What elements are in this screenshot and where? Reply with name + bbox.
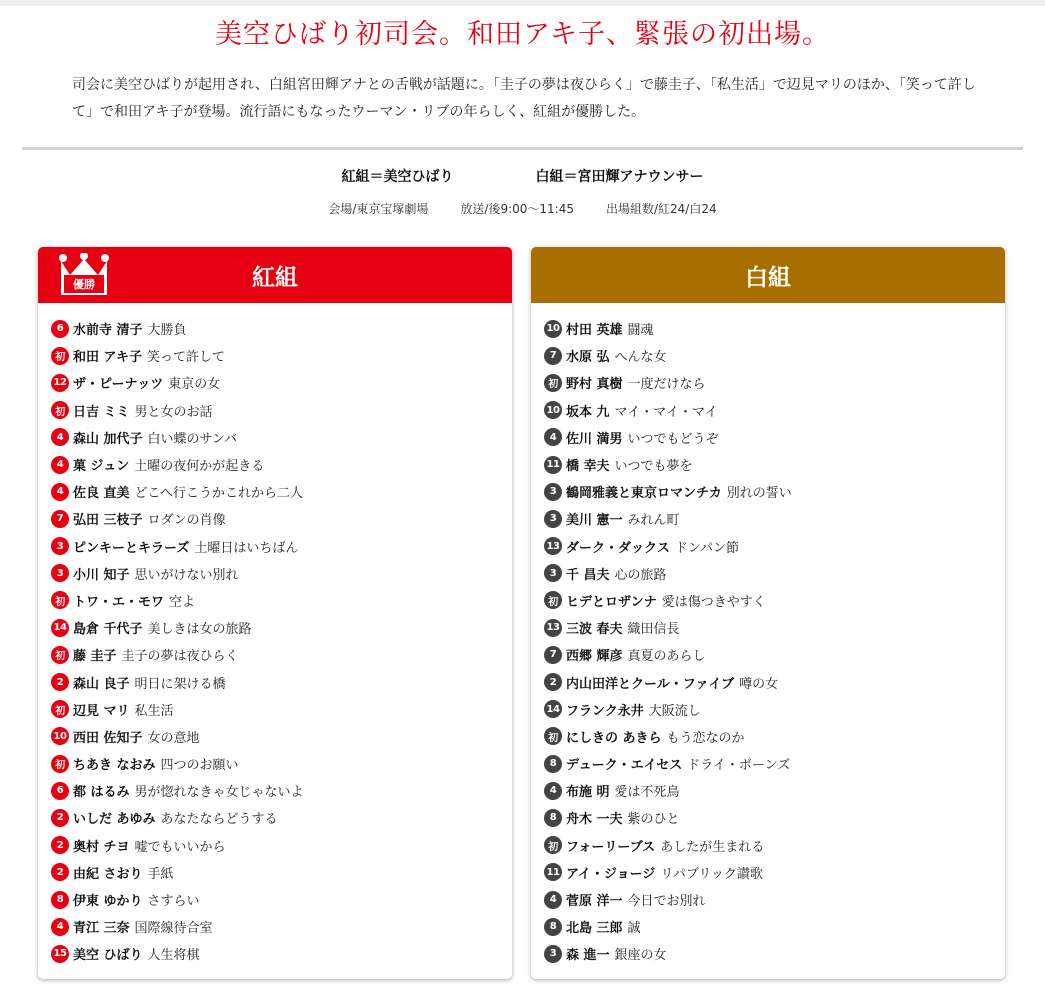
song-title: 人生将棋 bbox=[147, 948, 200, 964]
meta-row bbox=[0, 200, 1045, 217]
white-team-title: 白組 bbox=[745, 263, 791, 291]
artist-name: 西田 佐知子 bbox=[73, 730, 143, 746]
song-title: 銀座の女 bbox=[614, 948, 667, 964]
list-item bbox=[531, 614, 1005, 641]
appearance-count-badge: 7 bbox=[544, 646, 562, 664]
list-item bbox=[531, 886, 1005, 913]
list-item bbox=[531, 668, 1005, 695]
appearance-count-badge: 初 bbox=[544, 836, 562, 854]
appearance-count-badge: 4 bbox=[544, 428, 562, 446]
artist-name: 坂本 九 bbox=[566, 404, 610, 420]
appearance-count-badge: 11 bbox=[544, 456, 562, 474]
appearance-count-badge: 10 bbox=[544, 401, 562, 419]
list-item bbox=[38, 859, 512, 886]
list-item bbox=[531, 451, 1005, 478]
red-team-title: 紅組 bbox=[252, 263, 298, 291]
broadcast-text: 放送/後9:00～11:45 bbox=[460, 202, 574, 216]
appearance-count-badge: 8 bbox=[51, 891, 69, 909]
artist-name: フォーリーブス bbox=[566, 839, 656, 855]
artist-name: 美空 ひばり bbox=[73, 948, 143, 964]
artist-name: 鶴岡雅義と東京ロマンチカ bbox=[566, 486, 722, 502]
artist-name: いしだ あゆみ bbox=[73, 812, 156, 828]
appearance-count-badge: 3 bbox=[544, 483, 562, 501]
list-item bbox=[38, 560, 512, 587]
artist-name: 橋 幸夫 bbox=[566, 459, 610, 475]
list-item bbox=[531, 424, 1005, 451]
appearance-count-badge: 3 bbox=[544, 945, 562, 963]
list-item bbox=[38, 342, 512, 369]
song-title: もう恋なのか bbox=[666, 730, 745, 746]
appearance-count-badge: 11 bbox=[544, 863, 562, 881]
appearance-count-badge: 8 bbox=[544, 755, 562, 773]
song-title: 思いがけない別れ bbox=[134, 567, 239, 583]
list-item bbox=[531, 587, 1005, 614]
artist-name: 青江 三奈 bbox=[73, 921, 130, 937]
song-title: 嘘でもいいから bbox=[134, 839, 226, 855]
song-title: 男と女のお話 bbox=[134, 404, 213, 420]
appearance-count-badge: 3 bbox=[544, 564, 562, 582]
artist-name: 藤 圭子 bbox=[73, 649, 117, 665]
artist-name: 三波 春夫 bbox=[566, 622, 623, 638]
artist-name: フランク永井 bbox=[566, 703, 644, 719]
song-title: 土曜日はいちばん bbox=[194, 540, 299, 556]
appearance-count-badge: 6 bbox=[51, 320, 69, 338]
song-title: へんな女 bbox=[614, 350, 667, 366]
winner-label: 優勝 bbox=[73, 278, 95, 291]
artist-name: 菓 ジュン bbox=[73, 459, 130, 475]
song-title: 白い蝶のサンバ bbox=[147, 431, 237, 447]
song-title: いつでもどうぞ bbox=[627, 431, 719, 447]
appearance-count-badge: 初 bbox=[544, 727, 562, 745]
artist-name: 森山 加代子 bbox=[73, 431, 143, 447]
appearance-count-badge: 8 bbox=[544, 809, 562, 827]
appearance-count-badge: 12 bbox=[51, 374, 69, 392]
appearance-count-badge: 初 bbox=[544, 374, 562, 392]
song-title: 私生活 bbox=[134, 703, 174, 719]
list-item bbox=[531, 505, 1005, 532]
song-title: 一度だけなら bbox=[627, 377, 706, 393]
appearance-count-badge: 3 bbox=[544, 510, 562, 528]
list-item bbox=[531, 397, 1005, 424]
list-item bbox=[38, 641, 512, 668]
appearance-count-badge: 初 bbox=[51, 755, 69, 773]
artist-name: ピンキーとキラーズ bbox=[73, 540, 190, 556]
appearance-count-badge: 初 bbox=[51, 401, 69, 419]
artist-name: ザ・ピーナッツ bbox=[73, 377, 164, 393]
appearance-count-badge: 14 bbox=[544, 700, 562, 718]
list-item bbox=[38, 832, 512, 859]
top-bar bbox=[0, 0, 1045, 6]
artist-name: 佐良 直美 bbox=[73, 486, 130, 502]
appearance-count-badge: 2 bbox=[544, 673, 562, 691]
song-title: 愛は不死鳥 bbox=[614, 785, 680, 801]
song-title: 大勝負 bbox=[147, 323, 187, 339]
appearance-count-badge: 4 bbox=[544, 782, 562, 800]
song-title: 紫のひと bbox=[627, 812, 680, 828]
artist-name: 辺見 マリ bbox=[73, 703, 130, 719]
appearance-count-badge: 初 bbox=[51, 646, 69, 664]
song-title: 四つのお願い bbox=[160, 758, 239, 774]
artist-name: 島倉 千代子 bbox=[73, 622, 143, 638]
artist-name: 布施 明 bbox=[566, 785, 610, 801]
page-title: 美空ひばり初司会。和田アキ子、緊張の初出場。 bbox=[215, 19, 830, 50]
appearance-count-badge: 初 bbox=[51, 347, 69, 365]
appearance-count-badge: 14 bbox=[51, 619, 69, 637]
song-title: 手紙 bbox=[147, 866, 174, 882]
song-title: さすらい bbox=[147, 894, 200, 910]
list-item bbox=[531, 560, 1005, 587]
song-title: あなたならどうする bbox=[160, 812, 278, 828]
list-item bbox=[531, 940, 1005, 967]
song-title: 真夏のあらし bbox=[627, 649, 706, 665]
artist-name: ダーク・ダックス bbox=[566, 540, 670, 556]
list-item bbox=[38, 804, 512, 831]
song-title: どこへ行こうかこれから二人 bbox=[134, 486, 304, 502]
hosts-row bbox=[0, 166, 1045, 186]
artist-name: 菅原 洋一 bbox=[566, 894, 623, 910]
song-title: 闘魂 bbox=[627, 323, 654, 339]
artist-name: デューク・エイセス bbox=[566, 758, 683, 774]
list-item bbox=[38, 369, 512, 396]
song-title: みれん町 bbox=[627, 513, 680, 529]
song-title: リパブリック讃歌 bbox=[660, 866, 763, 882]
venue-text: 会場/東京宝塚劇場 bbox=[328, 202, 429, 216]
list-item bbox=[38, 750, 512, 777]
artist-name: 伊東 ゆかり bbox=[73, 894, 143, 910]
artist-name: 奥村 チヨ bbox=[73, 839, 130, 855]
list-item bbox=[38, 696, 512, 723]
appearance-count-badge: 4 bbox=[544, 891, 562, 909]
appearance-count-badge: 4 bbox=[51, 483, 69, 501]
count-text: 出場組数/紅24/白24 bbox=[605, 202, 717, 216]
list-item bbox=[531, 777, 1005, 804]
list-item bbox=[531, 696, 1005, 723]
song-title: ロダンの肖像 bbox=[147, 513, 226, 529]
appearance-count-badge: 2 bbox=[51, 836, 69, 854]
appearance-count-badge: 10 bbox=[544, 320, 562, 338]
red-host: 紅組＝美空ひばり bbox=[341, 169, 454, 185]
artist-name: 和田 アキ子 bbox=[73, 350, 143, 366]
white-team-panel bbox=[531, 247, 1005, 979]
list-item bbox=[38, 451, 512, 478]
appearance-count-badge: 10 bbox=[51, 727, 69, 745]
appearance-count-badge: 初 bbox=[544, 591, 562, 609]
artist-name: ちあき なおみ bbox=[73, 758, 156, 774]
song-title: 噂の女 bbox=[739, 676, 779, 692]
artist-name: 美川 憲一 bbox=[566, 513, 623, 529]
artist-name: 村田 英雄 bbox=[566, 323, 623, 339]
appearance-count-badge: 15 bbox=[51, 945, 69, 963]
list-item bbox=[531, 913, 1005, 940]
list-item bbox=[531, 369, 1005, 396]
artist-name: 森山 良子 bbox=[73, 676, 130, 692]
artist-name: 内山田洋とクール・ファイブ bbox=[566, 676, 735, 692]
appearance-count-badge: 2 bbox=[51, 863, 69, 881]
list-item bbox=[38, 587, 512, 614]
artist-name: 舟木 一夫 bbox=[566, 812, 623, 828]
song-title: 今日でお別れ bbox=[627, 894, 706, 910]
artist-name: トワ・エ・モワ bbox=[73, 594, 165, 610]
song-title: 美しきは女の旅路 bbox=[147, 622, 252, 638]
red-team-header bbox=[38, 247, 512, 303]
appearance-count-badge: 初 bbox=[51, 700, 69, 718]
artist-name: 佐川 満男 bbox=[566, 431, 623, 447]
song-title: 織田信長 bbox=[627, 622, 680, 638]
appearance-count-badge: 2 bbox=[51, 809, 69, 827]
list-item bbox=[531, 804, 1005, 831]
song-title: 東京の女 bbox=[168, 377, 221, 393]
artist-name: 弘田 三枝子 bbox=[73, 513, 143, 529]
appearance-count-badge: 初 bbox=[51, 591, 69, 609]
list-item bbox=[38, 533, 512, 560]
list-item bbox=[531, 750, 1005, 777]
artist-name: アイ・ジョージ bbox=[566, 866, 656, 882]
artist-name: 西郷 輝彦 bbox=[566, 649, 623, 665]
list-item bbox=[38, 505, 512, 532]
artist-name: 由紀 さおり bbox=[73, 866, 143, 882]
appearance-count-badge: 4 bbox=[51, 428, 69, 446]
appearance-count-badge: 4 bbox=[51, 918, 69, 936]
song-title: 男が惚れなきゃ女じゃないよ bbox=[134, 785, 304, 801]
white-team-list bbox=[531, 303, 1005, 968]
song-title: 別れの誓い bbox=[726, 486, 792, 502]
list-item bbox=[38, 397, 512, 424]
song-title: 空よ bbox=[169, 594, 196, 610]
song-title: 大阪流し bbox=[648, 703, 701, 719]
artist-name: 日吉 ミミ bbox=[73, 404, 130, 420]
artist-name: 千 昌夫 bbox=[566, 567, 610, 583]
divider bbox=[22, 147, 1023, 150]
red-team-panel bbox=[38, 247, 512, 979]
song-title: 女の意地 bbox=[147, 730, 200, 746]
appearance-count-badge: 3 bbox=[51, 564, 69, 582]
song-title: 誠 bbox=[627, 921, 641, 937]
list-item bbox=[531, 832, 1005, 859]
appearance-count-badge: 13 bbox=[544, 537, 562, 555]
song-title: ドンパン節 bbox=[674, 540, 739, 556]
white-team-header bbox=[531, 247, 1005, 303]
song-title: 圭子の夢は夜ひらく bbox=[121, 649, 239, 665]
artist-name: 北島 三郎 bbox=[566, 921, 623, 937]
song-title: いつでも夢を bbox=[614, 459, 693, 475]
list-item bbox=[38, 478, 512, 505]
list-item bbox=[38, 614, 512, 641]
appearance-count-badge: 2 bbox=[51, 673, 69, 691]
song-title: 心の旅路 bbox=[614, 567, 667, 583]
song-title: 明日に架ける橋 bbox=[134, 676, 226, 692]
artist-name: 水原 弘 bbox=[566, 350, 610, 366]
appearance-count-badge: 6 bbox=[51, 782, 69, 800]
appearance-count-badge: 13 bbox=[544, 619, 562, 637]
appearance-count-badge: 3 bbox=[51, 537, 69, 555]
white-host: 白組＝宮田輝アナウンサー bbox=[535, 169, 704, 185]
song-title: マイ・マイ・マイ bbox=[614, 404, 718, 420]
list-item bbox=[531, 859, 1005, 886]
song-title: 笑って許して bbox=[147, 350, 226, 366]
list-item bbox=[38, 886, 512, 913]
list-item bbox=[531, 641, 1005, 668]
list-item bbox=[38, 424, 512, 451]
list-item bbox=[531, 533, 1005, 560]
song-title: あしたが生まれる bbox=[660, 839, 765, 855]
list-item bbox=[38, 315, 512, 342]
list-item bbox=[531, 478, 1005, 505]
song-title: ドライ・ボーンズ bbox=[687, 758, 791, 774]
list-item bbox=[38, 940, 512, 967]
artist-name: 小川 知子 bbox=[73, 567, 130, 583]
artist-name: にしきの あきら bbox=[566, 730, 662, 746]
appearance-count-badge: 4 bbox=[51, 456, 69, 474]
artist-name: 都 はるみ bbox=[73, 785, 130, 801]
artist-name: 野村 真樹 bbox=[566, 377, 623, 393]
intro-text: 司会に美空ひばりが起用され、白組宮田輝アナとの舌戦が話題に。「圭子の夢は夜ひらく」で藤圭子、「私生活」で辺見マリのほか、「笑って許して」で和田アキ子が登場。流行語にもなったウーマン・リブの年らしく、紅組が優勝した。 bbox=[72, 77, 976, 120]
song-title: 土曜の夜何かが起きる bbox=[134, 459, 265, 475]
list-item bbox=[531, 342, 1005, 369]
list-item bbox=[38, 668, 512, 695]
list-item bbox=[531, 315, 1005, 342]
list-item bbox=[531, 723, 1005, 750]
song-title: 国際線待合室 bbox=[134, 921, 213, 937]
red-team-list bbox=[38, 303, 512, 968]
appearance-count-badge: 7 bbox=[51, 510, 69, 528]
list-item bbox=[38, 913, 512, 940]
artist-name: ヒデとロザンナ bbox=[566, 594, 657, 610]
song-title: 愛は傷つきやすく bbox=[661, 594, 766, 610]
appearance-count-badge: 7 bbox=[544, 347, 562, 365]
artist-name: 森 進一 bbox=[566, 948, 610, 964]
list-item bbox=[38, 777, 512, 804]
appearance-count-badge: 8 bbox=[544, 918, 562, 936]
artist-name: 水前寺 清子 bbox=[73, 323, 143, 339]
list-item bbox=[38, 723, 512, 750]
